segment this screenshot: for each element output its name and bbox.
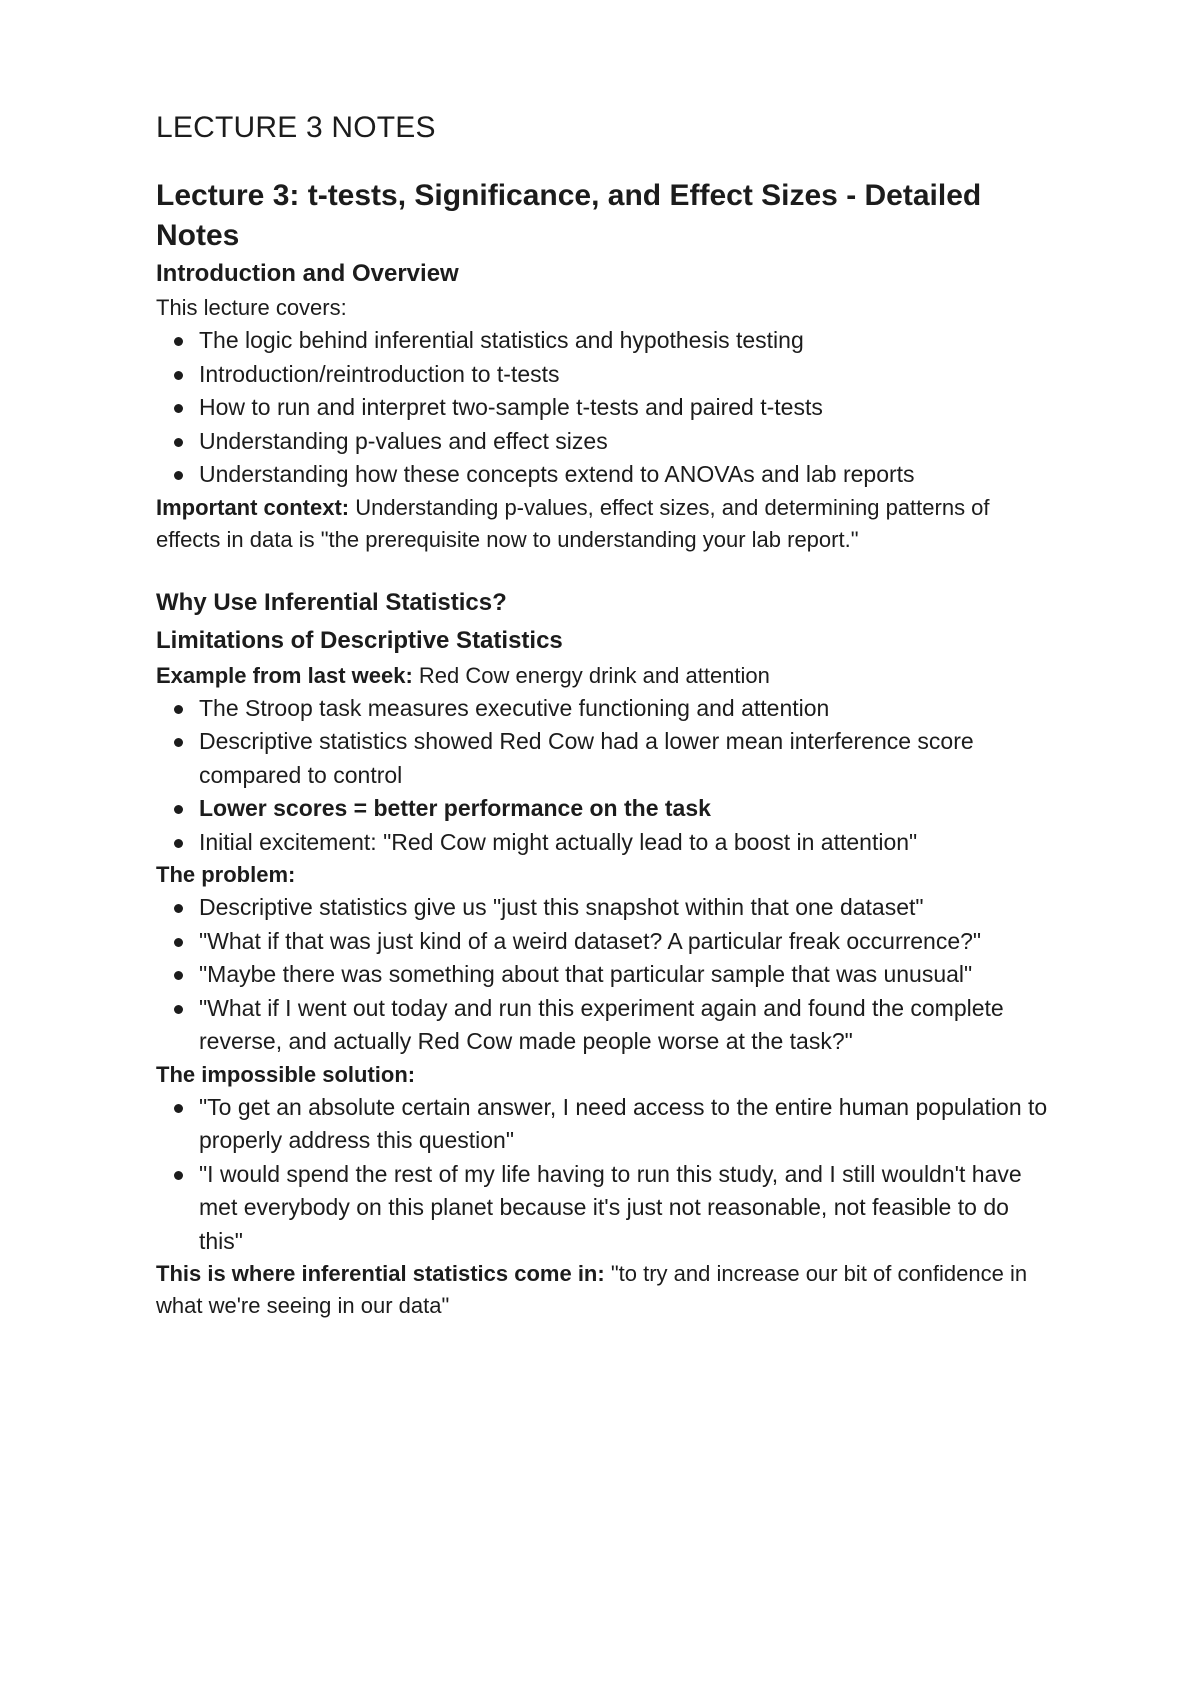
list-item: Understanding p-values and effect sizes [156, 425, 1056, 459]
bullet-icon [174, 337, 183, 346]
list-item: "What if that was just kind of a weird dataset? A particular freak occurrence?" [156, 925, 1056, 959]
example-text: Red Cow energy drink and attention [412, 662, 770, 688]
list-item: Introduction/reintroduction to t-tests [156, 358, 1056, 392]
bullet-icon [174, 1005, 183, 1014]
bullet-icon [174, 438, 183, 447]
inferential-text: "to try and increase our bit of confidence in what we're seeing in our data" [156, 1261, 1028, 1318]
intro-list [156, 324, 1056, 492]
lecture-title: Lecture 3: t-tests, Significance, and Effect Sizes - Detailed Notes [156, 179, 982, 252]
bullet-icon [174, 738, 183, 747]
list-item: "What if I went out today and run this experiment again and found the complete reverse, and actually Red Cow made people worse at the task?" [156, 992, 1056, 1059]
solution-list [156, 1091, 1056, 1259]
bullet-icon [174, 904, 183, 913]
intro-heading: Introduction and Overview [156, 260, 459, 287]
list-item: Initial excitement: "Red Cow might actually lead to a boost in attention" [156, 826, 1056, 860]
bullet-icon [174, 805, 183, 814]
bullet-icon [174, 1104, 183, 1113]
bullet-icon [174, 404, 183, 413]
why-heading: Why Use Inferential Statistics? [156, 588, 507, 616]
list-item: Understanding how these concepts extend to ANOVAs and lab reports [156, 458, 1056, 492]
list-item: Descriptive statistics give us "just this snapshot within that one dataset" [156, 891, 1056, 925]
important-context-label: Important context: [156, 494, 350, 520]
limitations-heading: Limitations of Descriptive Statistics [156, 626, 563, 654]
list-item: Descriptive statistics showed Red Cow had a lower mean interference score compared to control [156, 725, 1056, 792]
bullet-icon [174, 371, 183, 380]
list-item: The logic behind inferential statistics and hypothesis testing [156, 324, 1056, 358]
list-item: "Maybe there was something about that particular sample that was unusual" [156, 958, 1056, 992]
problem-label: The problem: [156, 862, 296, 887]
intro-lead: This lecture covers: [156, 295, 347, 320]
list-item: How to run and interpret two-sample t-tests and paired t-tests [156, 391, 1056, 425]
example-list [156, 692, 1056, 860]
list-item: "I would spend the rest of my life having to run this study, and I still wouldn't have met everybody on this planet because it's just not reasonable, not feasible to do this" [156, 1158, 1056, 1259]
document-page [156, 104, 1056, 1322]
bullet-icon [174, 1171, 183, 1180]
bullet-icon [174, 938, 183, 947]
important-context-text: Understanding p-values, effect sizes, and determining patterns of effects in data is "the prerequisite now to understanding your lab report." [156, 494, 990, 552]
important-context [156, 492, 1056, 556]
bullet-icon [174, 471, 183, 480]
example-paragraph [156, 660, 1056, 692]
example-label: Example from last week: [156, 662, 413, 688]
inferential-label: This is where inferential statistics come in: [156, 1261, 605, 1286]
problem-list [156, 891, 1056, 1059]
solution-label: The impossible solution: [156, 1061, 416, 1087]
bullet-icon [174, 839, 183, 848]
list-item: Lower scores = better performance on the task [156, 792, 1056, 826]
list-item: The Stroop task measures executive functioning and attention [156, 692, 1056, 726]
document-title: LECTURE 3 NOTES [156, 111, 436, 144]
bullet-icon [174, 971, 183, 980]
list-item: "To get an absolute certain answer, I need access to the entire human population to properly address this question" [156, 1091, 1056, 1158]
inferential-paragraph [156, 1258, 1056, 1322]
bullet-icon [174, 705, 183, 714]
